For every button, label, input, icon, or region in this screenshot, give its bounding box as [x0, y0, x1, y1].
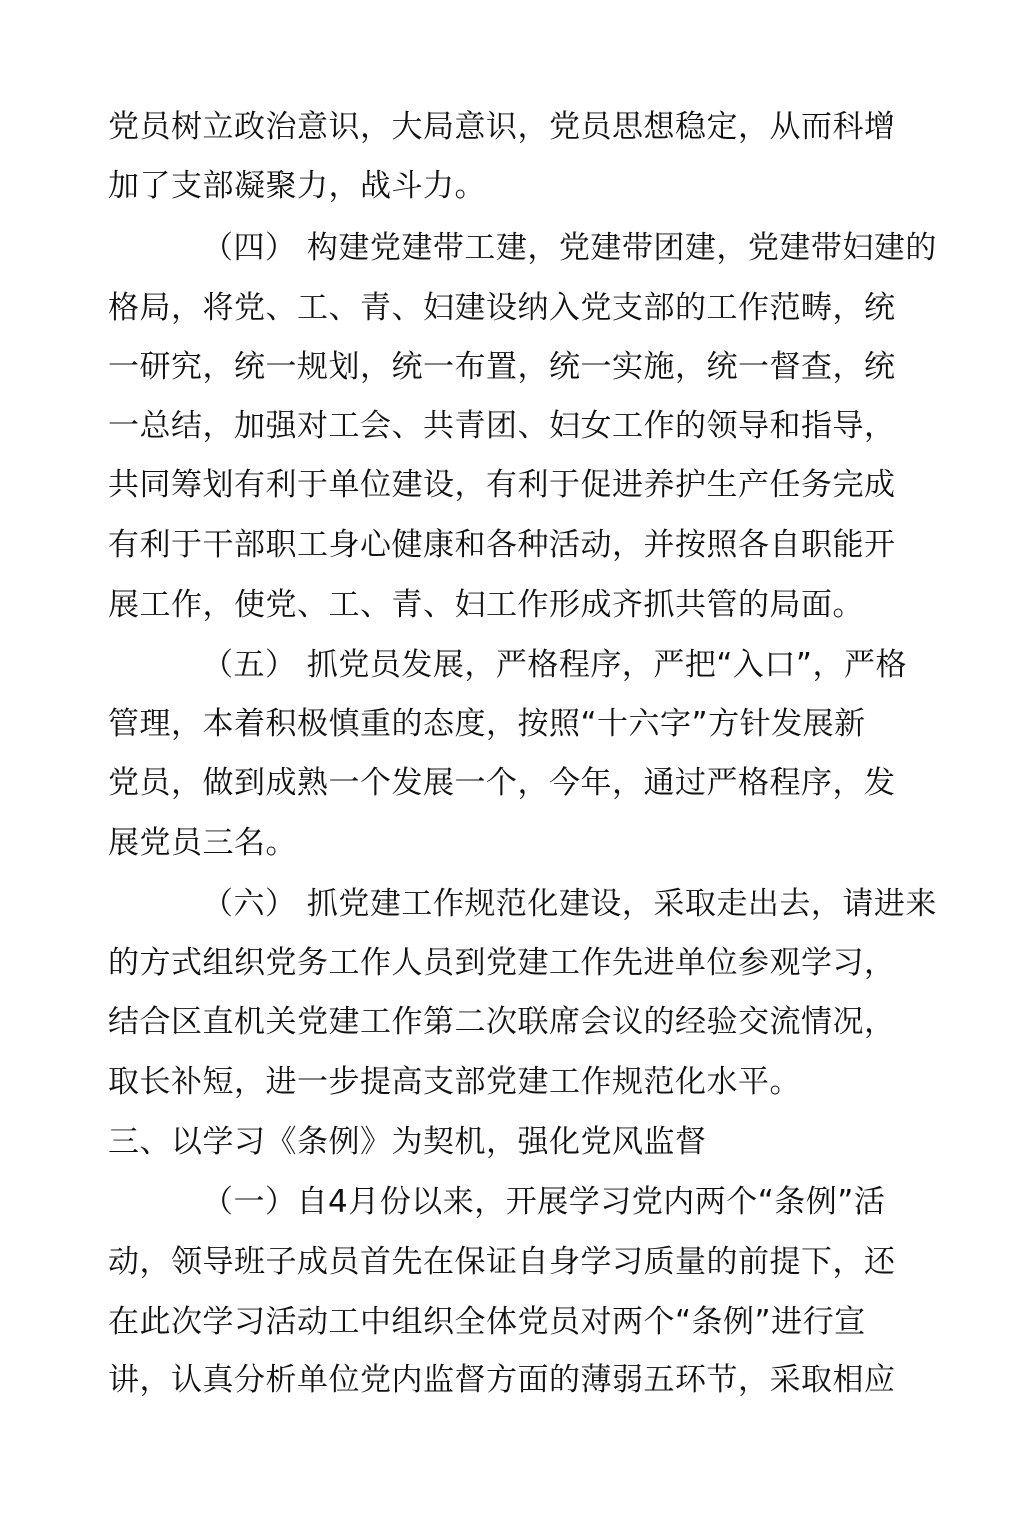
text-line: 讲，认真分析单位党内监督方面的薄弱五环节，采取相应: [108, 1362, 896, 1398]
text-line: 党员树立政治意识，大局意识，党员思想稳定，从而科增: [108, 109, 896, 145]
text-line: 有利于干部职工身心健康和各种活动，并按照各自职能开: [108, 527, 896, 563]
text-line: 管理，本着积极慎重的态度，按照“十六字”方针发展新: [108, 706, 866, 742]
paragraph-5-start: （五） 抓党员发展，严格程序，严把“入口”，严格: [202, 647, 907, 683]
text-line: 共同筹划有利于单位建设，有利于促进养护生产任务完成: [108, 467, 896, 503]
text-line: 格局，将党、工、青、妇建设纳入党支部的工作范畴，统: [108, 290, 896, 326]
section-heading: 三、以学习《条例》为契机，强化党风监督: [108, 1124, 707, 1160]
text-line: 一总结，加强对工会、共青团、妇女工作的领导和指导，: [108, 408, 896, 444]
text-line: 党员，做到成熟一个发展一个，今年，通过严格程序，发: [108, 765, 896, 801]
text-line: 结合区直机关党建工作第二次联席会议的经验交流情况，: [108, 1004, 896, 1040]
text-line: 取长补短，进一步提高支部党建工作规范化水平。: [108, 1064, 801, 1100]
subsection-1-start: （一）自4月份以来，开展学习党内两个“条例”活: [202, 1184, 886, 1220]
paragraph-6-start: （六） 抓党建工作规范化建设，采取走出去，请进来: [202, 886, 937, 922]
text-line: 在此次学习活动工中组织全体党员对两个“条例”进行宣: [108, 1304, 866, 1340]
text-line: 一研究，统一规划，统一布置，统一实施，统一督查，统: [108, 349, 896, 385]
text-line: 展工作，使党、工、青、妇工作形成齐抓共管的局面。: [108, 587, 864, 623]
text-line: 的方式组织党务工作人员到党建工作先进单位参观学习，: [108, 945, 896, 981]
text-line: 展党员三名。: [108, 825, 297, 861]
paragraph-4-start: （四） 构建党建带工建，党建带团建，党建带妇建的: [202, 230, 937, 266]
text-line: 动，领导班子成员首先在保证自身学习质量的前提下，还: [108, 1244, 896, 1280]
text-line: 加了支部凝聚力，战斗力。: [108, 168, 486, 204]
